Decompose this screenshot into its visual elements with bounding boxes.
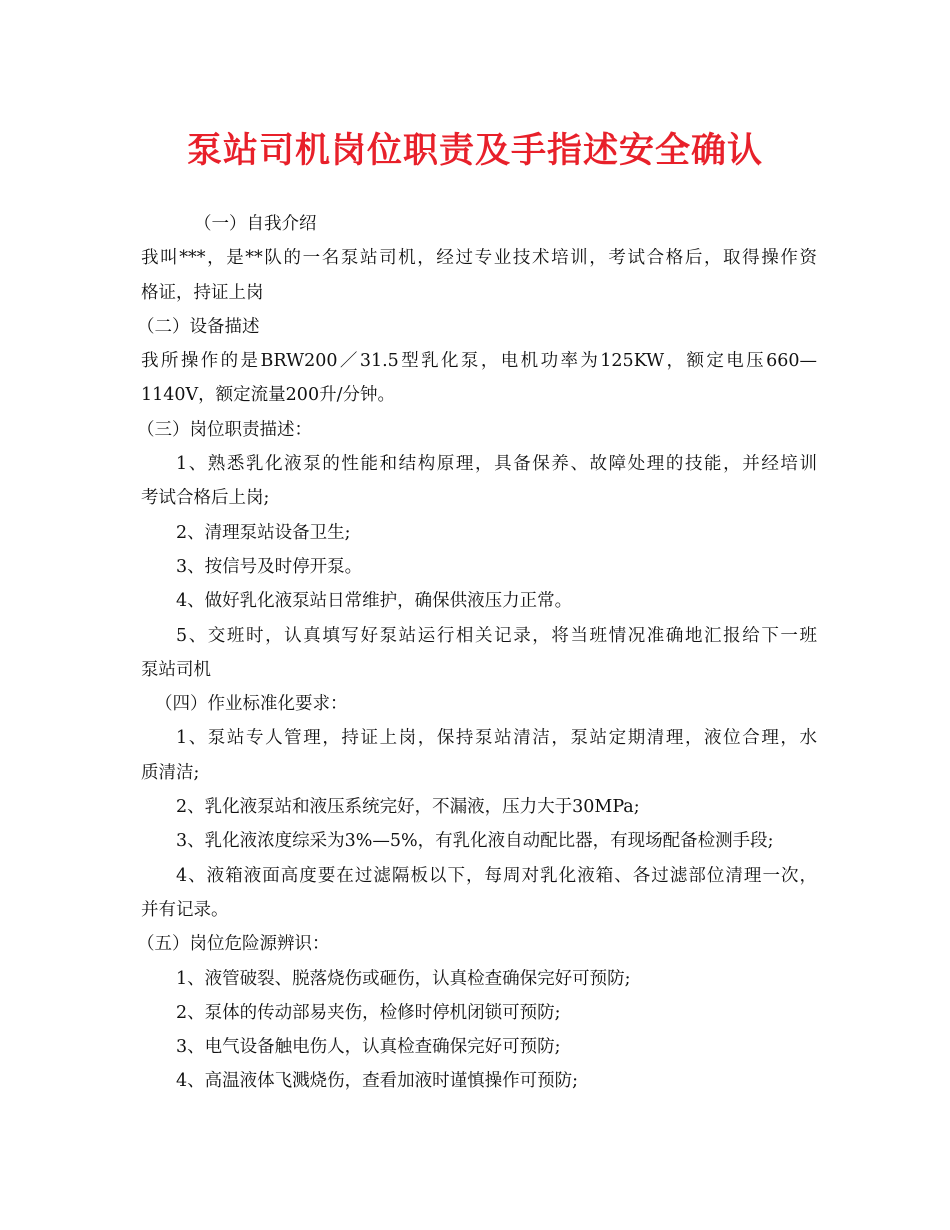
text-line: 2、清理泵站设备卫生;	[176, 522, 351, 543]
text-line: 4、液箱液面高度要在过滤隔板以下，每周对乳化液箱、各过滤部位清理一次，	[176, 865, 817, 886]
text-line: 2、乳化液泵站和液压系统完好，不漏液，压力大于30MPa;	[176, 797, 640, 818]
text-line: （五）岗位危险源辨识：	[137, 934, 330, 955]
text-line: 质清洁;	[141, 762, 200, 783]
text-line: 我所操作的是BRW200／31.5型乳化泵，电机功率为125KW，额定电压660—	[141, 351, 817, 372]
text-line: 泵站司机	[141, 659, 211, 680]
text-line: 格证，持证上岗	[141, 282, 264, 303]
text-line: 5、交班时，认真填写好泵站运行相关记录，将当班情况准确地汇报给下一班	[176, 625, 817, 646]
text-line: 考试合格后上岗;	[141, 488, 270, 509]
text-line: 我叫***，是**队的一名泵站司机，经过专业技术培训，考试合格后，取得操作资	[141, 248, 817, 269]
text-line: 并有记录。	[141, 899, 229, 920]
text-line: 3、乳化液浓度综采为3%—5%，有乳化液自动配比器，有现场配备检测手段;	[176, 831, 774, 852]
document-body	[137, 207, 817, 1099]
text-line: （二）设备描述	[137, 316, 260, 337]
text-line: 3、电气设备触电伤人，认真检查确保完好可预防;	[176, 1037, 561, 1058]
text-line: 1、熟悉乳化液泵的性能和结构原理，具备保养、故障处理的技能，并经培训	[176, 454, 817, 475]
text-line: 2、泵体的传动部易夹伤，检修时停机闭锁可预防;	[176, 1002, 561, 1023]
document-title: 泵站司机岗位职责及手指述安全确认	[186, 130, 763, 171]
text-line: 1、泵站专人管理，持证上岗，保持泵站清洁，泵站定期清理，液位合理，水	[176, 728, 817, 749]
text-line: 1140V，额定流量200升/分钟。	[141, 385, 395, 406]
text-line: 4、做好乳化液泵站日常维护，确保供液压力正常。	[176, 591, 573, 612]
text-line: （四）作业标准化要求：	[155, 694, 348, 715]
text-line: 3、按信号及时停开泵。	[176, 556, 363, 577]
text-line: 4、高温液体飞溅烧伤，查看加液时谨慎操作可预防;	[176, 1071, 579, 1092]
text-line: （一）自我介绍	[194, 214, 317, 234]
text-line: 1、液管破裂、脱落烧伤或砸伤，认真检查确保完好可预防;	[176, 968, 631, 989]
text-line: （三）岗位职责描述：	[137, 419, 312, 440]
